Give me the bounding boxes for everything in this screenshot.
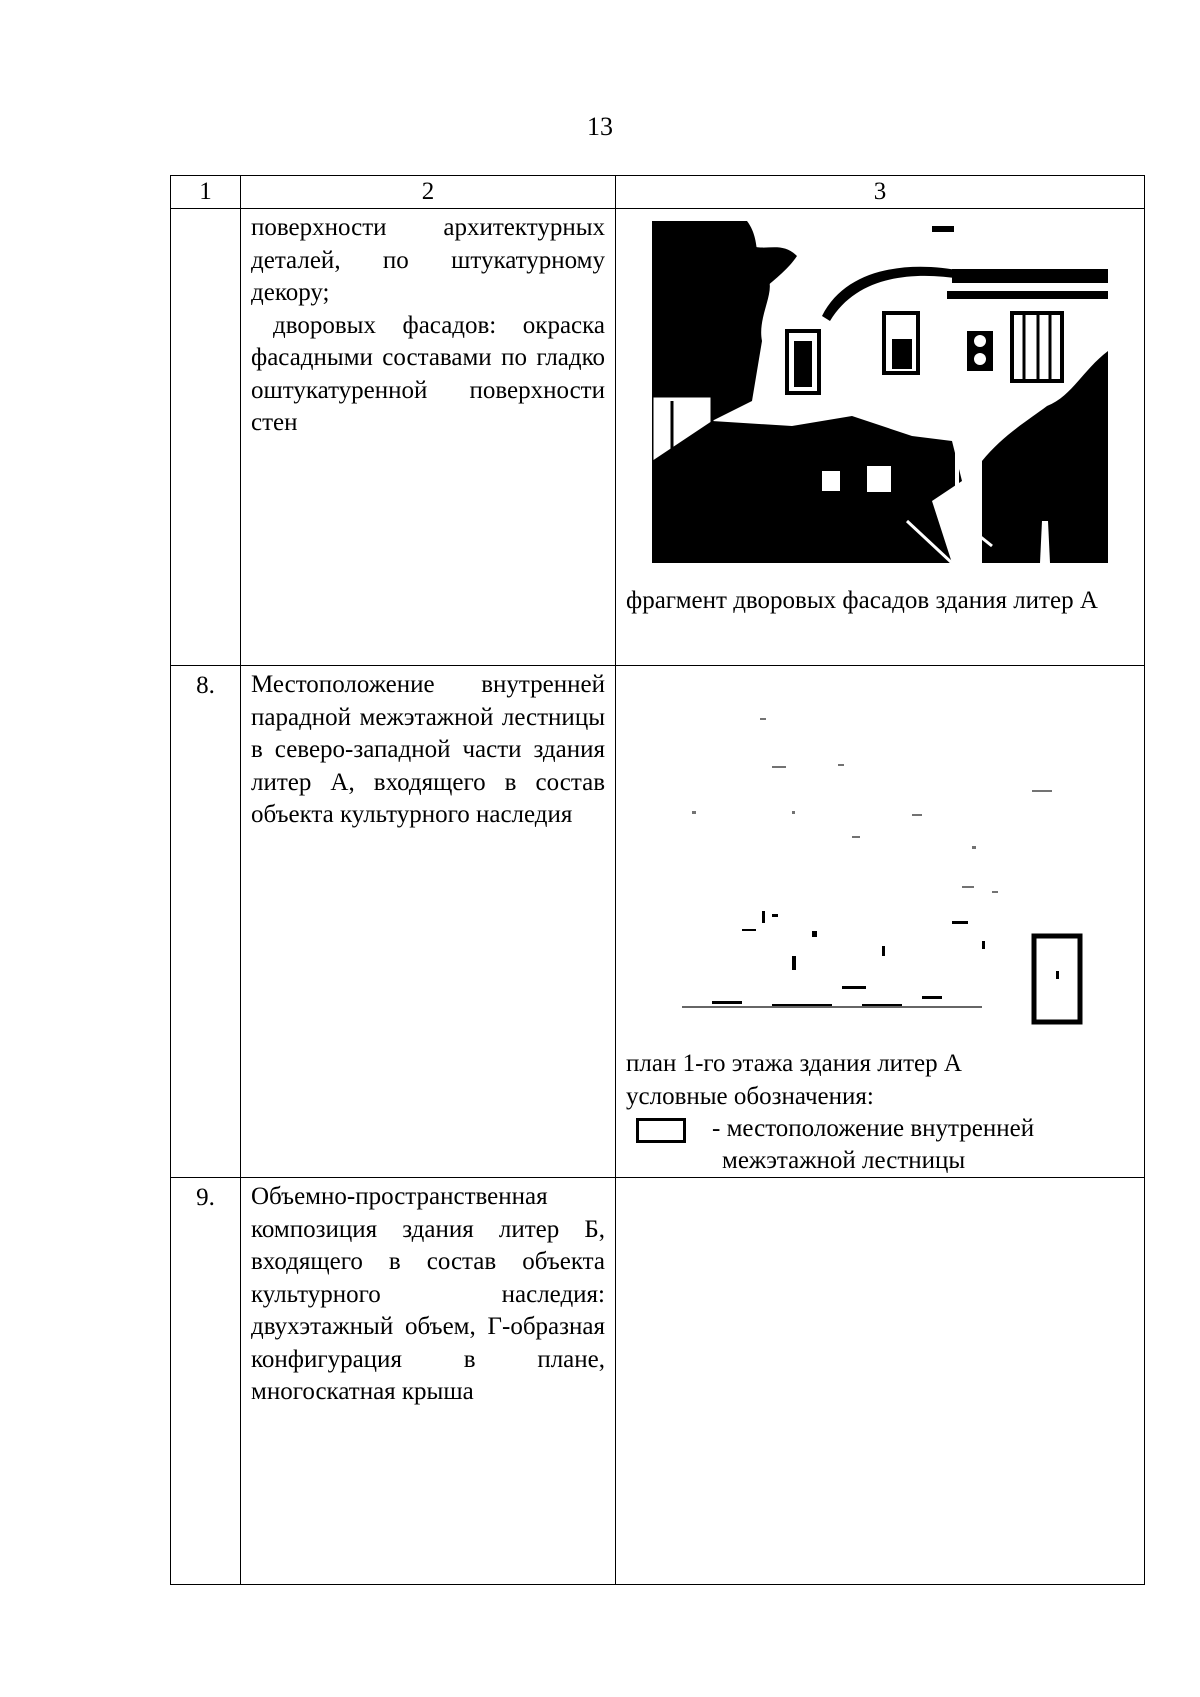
row-description [241,666,616,1178]
row-description [241,1178,616,1585]
table-row-9 [171,1178,1145,1585]
description-text: Местоположение внутренней парадной межэтажной лестницы в северо-западной части здания литер А, входящего в состав объекта культурного наследия [251,671,605,828]
legend-entry [626,1113,1134,1145]
table-row-continued [171,209,1145,666]
illustration-cell-empty [616,1178,1145,1585]
page-number: 13 [587,112,613,141]
legend-heading: условные обозначения: [626,1082,874,1110]
table-header-row [171,176,1145,209]
plan-title: план 1-го этажа здания литер А [626,1050,962,1077]
legend-label: - местоположение внутренней [712,1115,1035,1142]
plan-caption [626,1048,1134,1178]
row-number: 8. [171,666,241,1178]
description-text: Объемно-пространственная композиция здания литер Б, входящего в состав объекта культурного наследия: двухэтажный объем, Г-образная конфигурация в плане, многоскатная крыша [251,1183,605,1405]
illustration-cell [616,666,1145,1178]
description-line: дворовых фасадов: окраска фасадными составами по гладко оштукатуренной поверхности стен [251,311,605,436]
row-number [171,209,241,666]
header-col-2: 2 [241,176,616,209]
table-row-8 [171,666,1145,1178]
row-description [241,209,616,666]
floor-plan-image [652,686,1108,1031]
description-line: поверхности архитектурных деталей, по штукатурному декору; [251,214,605,306]
legend-label-continued: межэтажной лестницы [722,1147,966,1174]
heritage-table [170,175,1145,1585]
header-col-3: 3 [616,176,1145,209]
legend-rectangle-icon [636,1118,686,1143]
photo-caption: фрагмент дворовых фасадов здания литер А [626,587,1098,614]
row-number: 9. [171,1178,241,1585]
courtyard-facade-photo [652,221,1108,563]
header-col-1: 1 [171,176,241,209]
illustration-cell [616,209,1145,666]
